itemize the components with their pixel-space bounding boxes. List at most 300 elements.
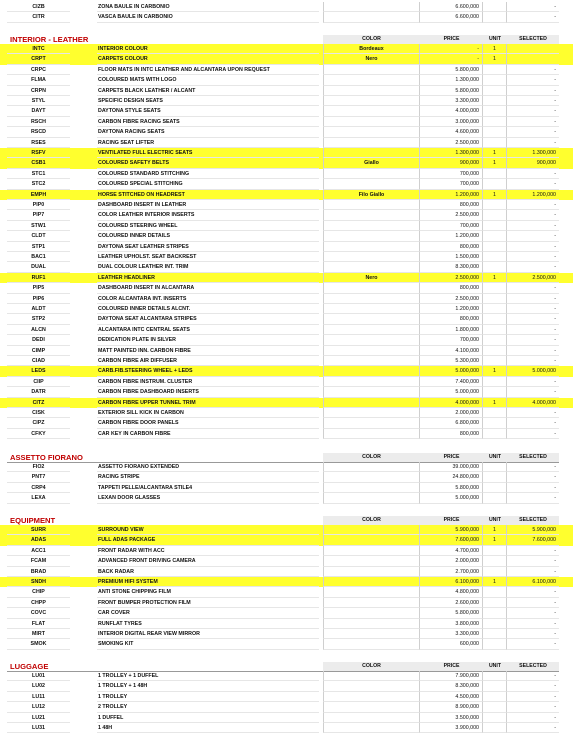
option-color [323,462,420,472]
option-description: CAR KEY IN CARBON FIBRE [97,429,319,439]
option-selected-total: - [507,294,559,304]
option-row [0,127,573,137]
option-selected-total: - [507,567,559,577]
option-code: STW1 [7,221,70,231]
option-selected-total: 6.100,000 [507,577,559,587]
option-selected-total: - [507,546,559,556]
option-description: LEATHER HEADLINER [97,273,319,283]
option-price: 1.200,000 [420,231,483,241]
option-code: CRPC [7,65,70,75]
option-row [0,304,573,314]
option-color [323,262,420,272]
option-unit [483,619,507,629]
option-description: INTERIOR COLOUR [97,44,319,54]
option-unit [483,242,507,252]
option-selected-total: 1.200,000 [507,190,559,200]
option-price: 24.800,000 [420,472,483,482]
option-unit [483,387,507,397]
option-code: CRPN [7,86,70,96]
option-price: 6.600,000 [420,2,483,12]
option-code: LEDS [7,366,70,376]
option-price: 5.800,000 [420,608,483,618]
option-color [323,75,420,85]
option-row [0,210,573,220]
option-price: 800,000 [420,200,483,210]
option-selected-total [507,54,559,64]
option-unit: 1 [483,190,507,200]
option-price: 6.600,000 [420,12,483,22]
option-row [0,366,573,376]
option-row [0,335,573,345]
option-selected-total: - [507,598,559,608]
option-selected-total: - [507,472,559,482]
option-price: 700,000 [420,221,483,231]
option-selected-total: - [507,713,559,723]
option-selected-total: - [507,304,559,314]
option-row [0,639,573,649]
column-header-unit: UNIT [483,453,507,462]
option-unit [483,335,507,345]
option-description: CARBON FIBRE DASHBOARD INSERTS [97,387,319,397]
option-description: ZONA BAULE IN CARBONIO [97,2,319,12]
option-color [323,418,420,428]
column-header-price: PRICE [420,453,483,462]
option-color [323,619,420,629]
option-color [323,556,420,566]
option-row [0,418,573,428]
option-price: 4.600,000 [420,127,483,137]
option-color [323,629,420,639]
option-color [323,200,420,210]
column-header-selected: SELECTED [507,662,559,671]
option-description: COLOURED INNER DETAILS ALCNT. [97,304,319,314]
option-row [0,12,573,22]
option-code: ADAS [7,535,70,545]
option-unit [483,283,507,293]
option-unit [483,106,507,116]
option-row [0,44,573,54]
option-row [0,2,573,12]
option-description: CAR COVER [97,608,319,618]
option-selected-total: - [507,418,559,428]
option-selected-total: - [507,483,559,493]
option-color [323,671,420,681]
option-price: 6.100,000 [420,577,483,587]
option-color [323,325,420,335]
option-selected-total: - [507,75,559,85]
option-price: 1.800,000 [420,325,483,335]
option-row [0,608,573,618]
option-unit [483,96,507,106]
option-price: 5.800,000 [420,65,483,75]
option-description: 1 TROLLEY + 1 DUFFEL [97,671,319,681]
option-price: 800,000 [420,429,483,439]
option-row [0,96,573,106]
option-color [323,483,420,493]
option-code: ALDT [7,304,70,314]
option-unit [483,210,507,220]
option-row [0,138,573,148]
option-code: EMPH [7,190,70,200]
option-row [0,86,573,96]
option-price: 5.300,000 [420,356,483,366]
option-description: BACK RADAR [97,567,319,577]
option-code: COVC [7,608,70,618]
option-unit: 1 [483,273,507,283]
option-code: FCAM [7,556,70,566]
option-description: FLOOR MATS IN INTC LEATHER AND ALCANTARA UPON REQUEST [97,65,319,75]
column-header-color: COLOR [323,662,420,671]
option-code: CIMP [7,346,70,356]
option-price: 1.300,000 [420,148,483,158]
option-code: PIP7 [7,210,70,220]
option-row [0,75,573,85]
option-code: FLAT [7,619,70,629]
option-price: 2.700,000 [420,567,483,577]
option-row [0,577,573,587]
option-code: LU12 [7,702,70,712]
option-color [323,12,420,22]
option-selected-total: - [507,65,559,75]
option-unit [483,138,507,148]
option-row [0,567,573,577]
option-color [323,366,420,376]
option-row [0,117,573,127]
option-price: 1.300,000 [420,75,483,85]
option-color: Nero [323,54,420,64]
option-description: MATT PAINTED INN. CARBON FIBRE [97,346,319,356]
option-description: ALCANTARA INTC CENTRAL SEATS [97,325,319,335]
option-unit [483,346,507,356]
option-color [323,346,420,356]
option-row [0,429,573,439]
option-description: CARBON FIBRE RACING SEATS [97,117,319,127]
option-color [323,577,420,587]
option-code: SURR [7,525,70,535]
option-row [0,629,573,639]
option-row [0,493,573,503]
option-selected-total: - [507,629,559,639]
option-description: VENTILATED FULL ELECTRIC SEATS [97,148,319,158]
section-title: ASSETTO FIORANO [10,453,83,462]
option-color: Nero [323,273,420,283]
option-code: PIP0 [7,200,70,210]
option-code: FLMA [7,75,70,85]
option-selected-total: 4.000,000 [507,398,559,408]
option-row [0,387,573,397]
option-selected-total: - [507,221,559,231]
column-header-price: PRICE [420,516,483,525]
option-color [323,493,420,503]
option-selected-total: - [507,12,559,22]
option-unit [483,2,507,12]
option-code: CISK [7,408,70,418]
option-row [0,294,573,304]
option-unit: 1 [483,366,507,376]
option-color [323,169,420,179]
option-row [0,65,573,75]
option-code: RSCD [7,127,70,137]
option-code: RUF1 [7,273,70,283]
option-price: 800,000 [420,283,483,293]
option-selected-total: - [507,2,559,12]
option-description: CARBON FIBRE AIR DIFFUSER [97,356,319,366]
option-selected-total: - [507,117,559,127]
option-description: HORSE STITCHED ON HEADREST [97,190,319,200]
option-unit [483,117,507,127]
option-selected-total: - [507,242,559,252]
option-row [0,619,573,629]
option-price: 1.200,000 [420,304,483,314]
option-selected-total: - [507,429,559,439]
option-description: PREMIUM HIFI SYSTEM [97,577,319,587]
option-selected-total: - [507,138,559,148]
option-code: SNDH [7,577,70,587]
option-code: CIPZ [7,418,70,428]
option-color [323,692,420,702]
section-title: EQUIPMENT [10,516,56,525]
column-header-unit: UNIT [483,662,507,671]
option-row [0,525,573,535]
option-row [0,692,573,702]
option-price: 8.300,000 [420,681,483,691]
option-price: 3.300,000 [420,629,483,639]
option-price: - [420,54,483,64]
option-color [323,335,420,345]
option-unit [483,262,507,272]
option-row [0,546,573,556]
option-description: DEDICATION PLATE IN SILVER [97,335,319,345]
option-code: STC1 [7,169,70,179]
option-description: DASHBOARD INSERT IN ALCANTARA [97,283,319,293]
option-row [0,242,573,252]
option-selected-total: - [507,325,559,335]
option-code: RSES [7,138,70,148]
option-selected-total: - [507,283,559,293]
option-color [323,398,420,408]
option-color [323,252,420,262]
option-description: ADVANCED FRONT DRIVING CAMERA [97,556,319,566]
option-row [0,681,573,691]
option-row [0,148,573,158]
option-row [0,472,573,482]
option-price: 6.800,000 [420,418,483,428]
column-header-unit: UNIT [483,516,507,525]
option-unit [483,723,507,733]
option-selected-total: - [507,210,559,220]
option-price: 700,000 [420,179,483,189]
option-color [323,472,420,482]
option-description: TAPPETI PELLE/ALCANTARA STILE4 [97,483,319,493]
option-unit [483,713,507,723]
option-unit [483,493,507,503]
option-price: 700,000 [420,169,483,179]
option-selected-total: - [507,335,559,345]
option-row [0,535,573,545]
option-description: SURROUND VIEW [97,525,319,535]
option-selected-total: - [507,96,559,106]
option-unit [483,483,507,493]
option-code: RSFV [7,148,70,158]
option-selected-total: - [507,106,559,116]
option-code: CIZB [7,2,70,12]
option-row [0,314,573,324]
option-unit [483,472,507,482]
option-description: FRONT RADAR WITH ACC [97,546,319,556]
option-color [323,221,420,231]
option-code: LU01 [7,671,70,681]
option-row [0,702,573,712]
option-price: 2.600,000 [420,598,483,608]
option-description: DAYTONA SEAT LEATHER STRIPES [97,242,319,252]
option-color [323,283,420,293]
option-selected-total: - [507,377,559,387]
option-unit [483,314,507,324]
option-price: 8.900,000 [420,702,483,712]
option-selected-total: - [507,671,559,681]
option-selected-total [507,44,559,54]
option-code: CIIP [7,377,70,387]
option-row [0,723,573,733]
option-description: CARPETS BLACK LEATHER / ALCANT [97,86,319,96]
column-header-color: COLOR [323,516,420,525]
option-code: SMOK [7,639,70,649]
option-price: 5.800,000 [420,483,483,493]
option-description: DAYTONA RACING SEATS [97,127,319,137]
option-description: COLOURED INNER DETAILS [97,231,319,241]
option-row [0,262,573,272]
option-color [323,179,420,189]
option-price: - [420,44,483,54]
option-description: SMOKING KIT [97,639,319,649]
option-color [323,598,420,608]
option-description: 1 48H [97,723,319,733]
option-unit [483,377,507,387]
option-description: LEXAN DOOR GLASSES [97,493,319,503]
option-row [0,273,573,283]
option-code: ALCN [7,325,70,335]
option-description: FULL ADAS PACKAGE [97,535,319,545]
option-selected-total: 5.000,000 [507,366,559,376]
option-description: DAYTONA SEAT ALCANTARA STRIPES [97,314,319,324]
option-price: 4.100,000 [420,346,483,356]
option-selected-total: 2.500,000 [507,273,559,283]
option-price: 3.800,000 [420,619,483,629]
option-price: 4.000,000 [420,398,483,408]
option-row [0,408,573,418]
option-price: 7.900,000 [420,671,483,681]
option-color: Bordeaux [323,44,420,54]
option-unit: 1 [483,148,507,158]
option-code: CRPT [7,54,70,64]
option-unit [483,671,507,681]
option-color [323,86,420,96]
column-header-color: COLOR [323,35,420,44]
column-header-unit: UNIT [483,35,507,44]
option-unit [483,304,507,314]
option-price: 5.800,000 [420,86,483,96]
column-header-selected: SELECTED [507,453,559,462]
option-selected-total: - [507,681,559,691]
option-price: 2.500,000 [420,294,483,304]
option-color [323,294,420,304]
option-description: COLOR LEATHER INTERIOR INSERTS [97,210,319,220]
option-code: MIRT [7,629,70,639]
option-price: 7.600,000 [420,535,483,545]
option-price: 1.200,000 [420,190,483,200]
option-unit [483,325,507,335]
option-description: SPECIFIC DESIGN SEATS [97,96,319,106]
column-header-selected: SELECTED [507,516,559,525]
option-color [323,387,420,397]
option-description: DUAL COLOUR LEATHER INT. TRIM [97,262,319,272]
option-color [323,65,420,75]
option-selected-total: 5.900,000 [507,525,559,535]
option-unit [483,231,507,241]
option-selected-total: - [507,262,559,272]
option-price: 5.000,000 [420,493,483,503]
option-description: CARBON FIBRE UPPER TUNNEL TRIM [97,398,319,408]
option-row [0,377,573,387]
option-unit [483,418,507,428]
option-description: 1 TROLLEY + 1 48H [97,681,319,691]
option-price: 4.800,000 [420,587,483,597]
option-color [323,681,420,691]
option-selected-total: - [507,723,559,733]
option-color: Giallo [323,158,420,168]
option-price: 700,000 [420,335,483,345]
option-row [0,325,573,335]
option-description: RUNFLAT TYRES [97,619,319,629]
option-color [323,2,420,12]
option-code: STC2 [7,179,70,189]
option-description: RACING STRIPE [97,472,319,482]
option-color: Filo Giallo [323,190,420,200]
option-color [323,127,420,137]
option-unit [483,462,507,472]
option-price: 2.500,000 [420,210,483,220]
option-color [323,138,420,148]
option-selected-total: - [507,702,559,712]
option-color [323,106,420,116]
option-code: CLDT [7,231,70,241]
option-code: CHIP [7,587,70,597]
column-header-price: PRICE [420,662,483,671]
option-row [0,169,573,179]
option-color [323,314,420,324]
option-row [0,200,573,210]
option-description: COLOURED STANDARD STITCHING [97,169,319,179]
option-row [0,398,573,408]
column-header-selected: SELECTED [507,35,559,44]
option-price: 4.000,000 [420,106,483,116]
option-color [323,639,420,649]
option-unit [483,598,507,608]
option-row [0,462,573,472]
option-description: CARBON FIBRE DOOR PANELS [97,418,319,428]
option-unit [483,567,507,577]
option-selected-total: 1.300,000 [507,148,559,158]
option-code: PNT7 [7,472,70,482]
option-color [323,148,420,158]
option-color [323,546,420,556]
section-title: INTERIOR - LEATHER [10,35,89,44]
option-unit [483,200,507,210]
option-unit [483,75,507,85]
option-code: LU31 [7,723,70,733]
option-price: 2.000,000 [420,408,483,418]
option-color [323,723,420,733]
